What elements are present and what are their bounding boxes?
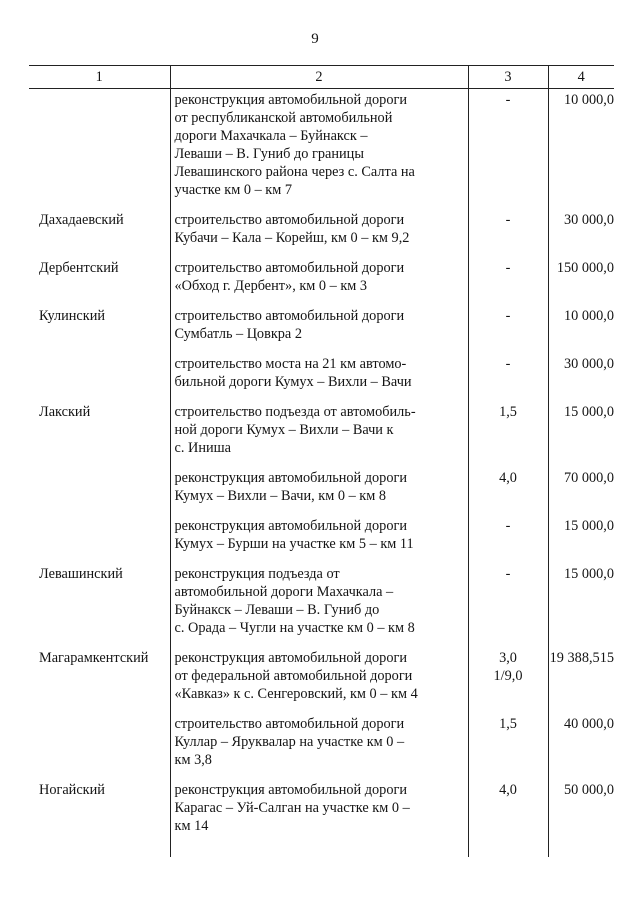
amount-cell: 19 388,515	[548, 643, 614, 709]
table-row	[29, 253, 614, 301]
length-cell: -	[468, 559, 548, 643]
amount-cell: 10 000,0	[548, 301, 614, 349]
table-row	[29, 301, 614, 349]
length-cell: 3,0 1/9,0	[468, 643, 548, 709]
district-cell: Лакский	[39, 404, 91, 420]
description-cell: реконструкция автомобильной дороги от республиканской автомобильной дороги Махачкала – Буйнакск – Леваши – В. Гуниб до границы Левашинского района через с. Салта на участке км 0 – км 7	[170, 89, 468, 206]
table-row	[29, 89, 614, 206]
district-cell: Кулинский	[39, 308, 106, 324]
amount-cell: 70 000,0	[548, 463, 614, 511]
district-cell: Дербентский	[39, 260, 119, 276]
amount-cell: 15 000,0	[548, 511, 614, 559]
amount-cell: 50 000,0	[548, 775, 614, 841]
table-row	[29, 463, 614, 511]
amount-cell: 30 000,0	[548, 205, 614, 253]
amount-cell: 150 000,0	[548, 253, 614, 301]
table-row	[29, 349, 614, 397]
district-cell: Магарамкентский	[39, 650, 149, 666]
description-cell: реконструкция автомобильной дороги Кумух – Бурши на участке км 5 – км 11	[170, 511, 468, 559]
length-cell: 1,5	[468, 397, 548, 463]
page-number: 9	[311, 31, 319, 47]
length-cell: -	[468, 349, 548, 397]
table-row	[29, 709, 614, 775]
tail-cell	[29, 841, 170, 857]
table-row	[29, 205, 614, 253]
amount-cell: 30 000,0	[548, 349, 614, 397]
description-cell: строительство подъезда от автомобиль- ной дороги Кумух – Вихли – Вачи к с. Иниша	[170, 397, 468, 463]
description-cell: реконструкция автомобильной дороги Кумух – Вихли – Вачи, км 0 – км 8	[170, 463, 468, 511]
description-cell: строительство автомобильной дороги «Обход г. Дербент», км 0 – км 3	[170, 253, 468, 301]
description-cell: реконструкция автомобильной дороги Карагас – Уй-Салган на участке км 0 – км 14	[170, 775, 468, 841]
length-cell: -	[468, 89, 548, 206]
length-cell: -	[468, 511, 548, 559]
length-cell: -	[468, 301, 548, 349]
table-row	[29, 559, 614, 643]
tail-cell	[170, 841, 468, 857]
description-cell: реконструкция автомобильной дороги от федеральной автомобильной дороги «Кавказ» к с. Сенгеровский, км 0 – км 4	[170, 643, 468, 709]
table-row	[29, 643, 614, 709]
district-cell	[29, 709, 170, 775]
length-cell: 1,5	[468, 709, 548, 775]
length-cell: -	[468, 205, 548, 253]
district-cell: Ногайский	[39, 782, 105, 798]
district-cell	[29, 463, 170, 511]
amount-cell: 15 000,0	[548, 397, 614, 463]
table-row	[29, 511, 614, 559]
tail-cell	[468, 841, 548, 857]
column-header-1: 1	[29, 66, 170, 89]
district-cell	[29, 511, 170, 559]
description-cell: строительство автомобильной дороги Куллар – Яруквалар на участке км 0 – км 3,8	[170, 709, 468, 775]
amount-cell: 40 000,0	[548, 709, 614, 775]
length-cell: 4,0	[468, 775, 548, 841]
column-header-3: 3	[468, 66, 548, 89]
length-cell: 4,0	[468, 463, 548, 511]
table-header-row	[29, 66, 614, 89]
table-tail-row	[29, 841, 614, 857]
column-header-2: 2	[170, 66, 468, 89]
description-cell: реконструкция подъезда от автомобильной дороги Махачкала – Буйнакск – Леваши – В. Гуниб до с. Орада – Чугли на участке км 0 – км 8	[170, 559, 468, 643]
district-cell	[29, 89, 170, 206]
tail-cell	[548, 841, 614, 857]
description-cell: строительство моста на 21 км автомо- бильной дороги Кумух – Вихли – Вачи	[170, 349, 468, 397]
district-cell	[29, 349, 170, 397]
column-header-4: 4	[548, 66, 614, 89]
district-cell: Левашинский	[39, 566, 123, 582]
table-row	[29, 397, 614, 463]
amount-cell: 15 000,0	[548, 559, 614, 643]
roads-table	[29, 65, 614, 857]
district-cell: Дахадаевский	[39, 212, 124, 228]
amount-cell: 10 000,0	[548, 89, 614, 206]
description-cell: строительство автомобильной дороги Кубачи – Кала – Корейш, км 0 – км 9,2	[170, 205, 468, 253]
length-cell: -	[468, 253, 548, 301]
description-cell: строительство автомобильной дороги Сумбатль – Цовкра 2	[170, 301, 468, 349]
table-row	[29, 775, 614, 841]
